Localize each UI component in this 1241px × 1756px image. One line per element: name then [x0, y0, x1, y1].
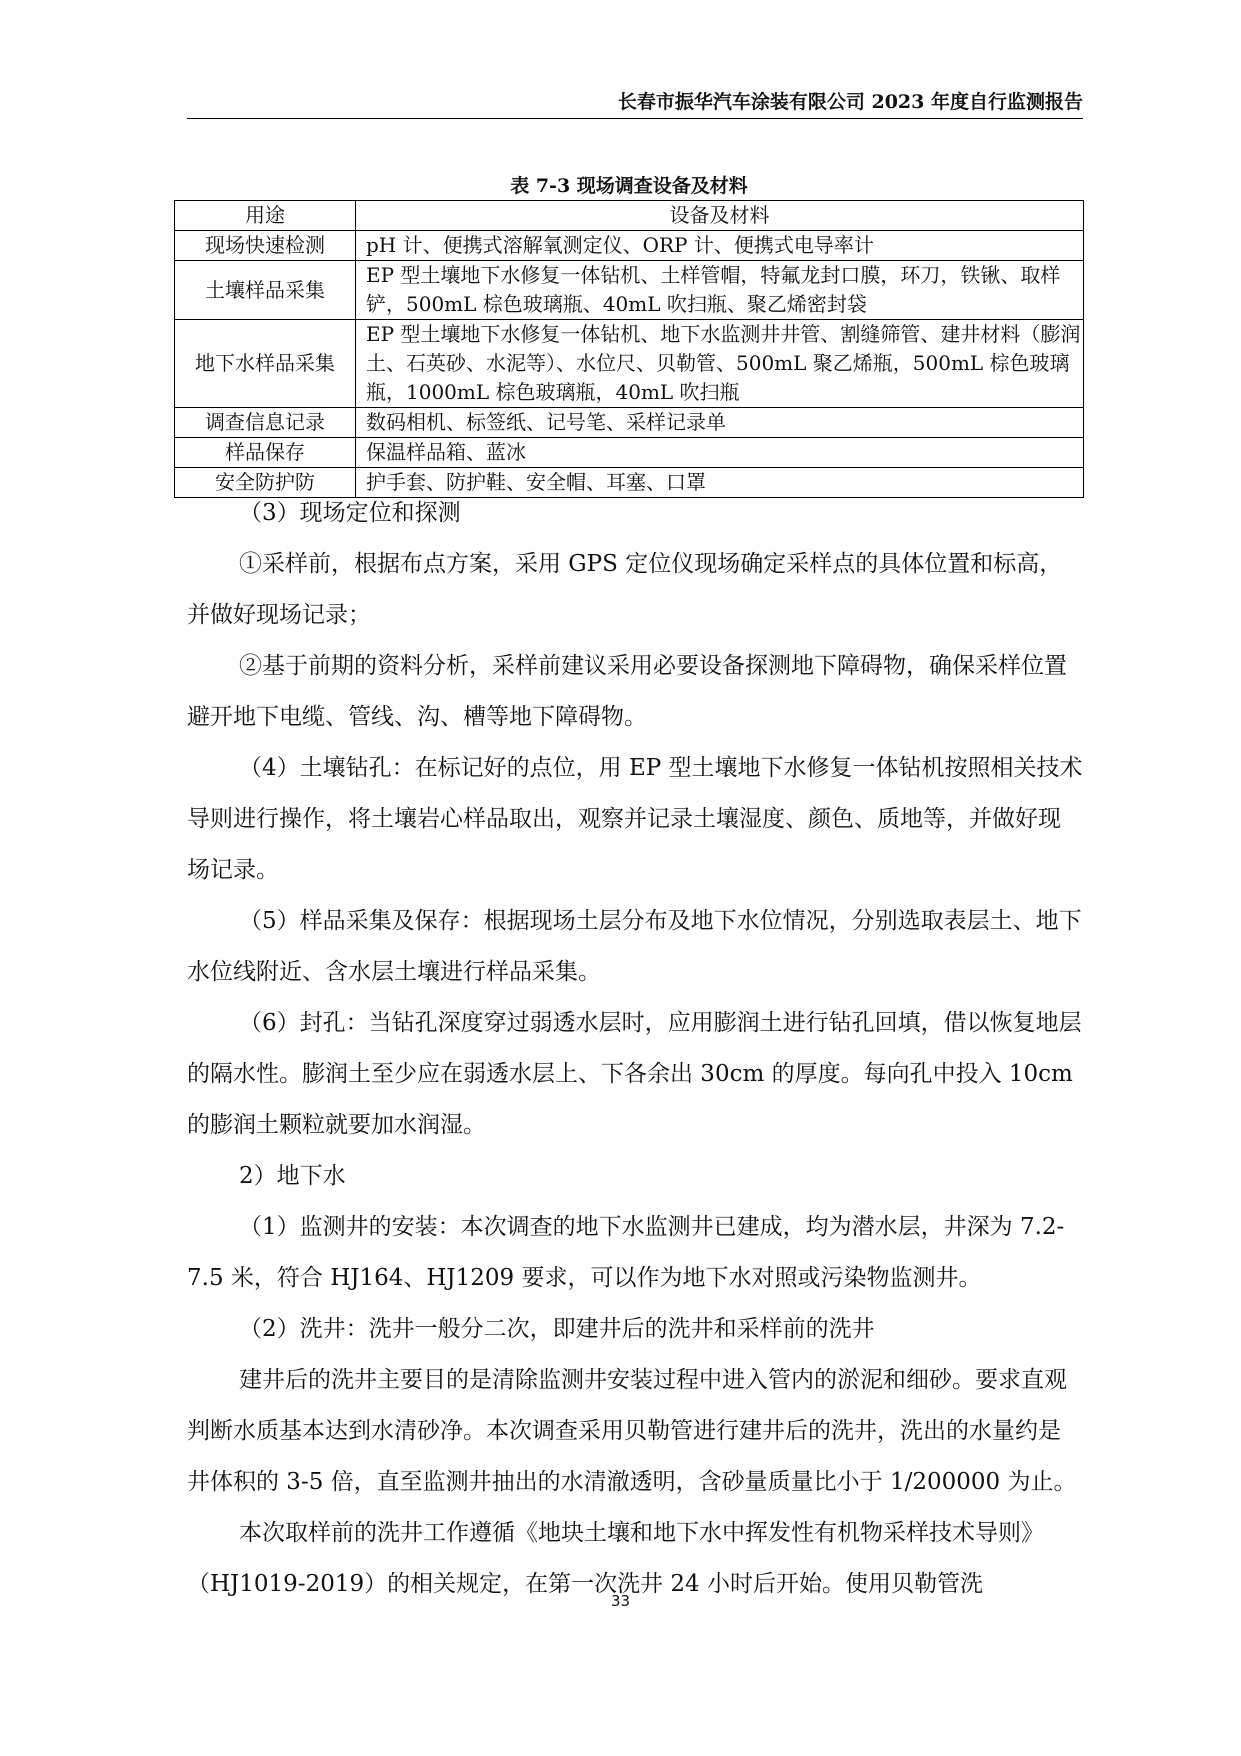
- table-header-row: [175, 201, 1084, 231]
- section-heading-site-positioning: （3）现场定位和探测: [239, 500, 461, 526]
- paragraph: 本次取样前的洗井工作遵循《地块土壤和地下水中挥发性有机物采样技术导则》（HJ1019-2019）的相关规定，在第一次洗井 24 小时后开始。使用贝勒管洗: [187, 1520, 1044, 1597]
- row-use: 土壤样品采集: [175, 261, 356, 320]
- page-header: [187, 88, 1083, 119]
- paragraph: （6）封孔：当钻孔深度穿过弱透水层时，应用膨润土进行钻孔回填，借以恢复地层的隔水性。膨润土至少应在弱透水层上、下各余出 30cm 的厚度。每向孔中投入 10cm 的膨润土颗粒就要加水润湿。: [187, 1010, 1082, 1138]
- equipment-table: [174, 200, 1084, 498]
- paragraph: 建井后的洗井主要目的是清除监测井安装过程中进入管内的淤泥和细砂。要求直观判断水质基本达到水清砂净。本次调查采用贝勒管进行建井后的洗井，洗出的水量约是井体积的 3-5 倍，直至监测井抽出的水清澈透明，含砂量质量比小于 1/200000 为止。: [187, 1367, 1077, 1495]
- table-row: [175, 468, 1084, 498]
- section-heading-groundwater: 2）地下水: [239, 1163, 346, 1189]
- row-items: EP 型土壤地下水修复一体钻机、土样管帽，特氟龙封口膜，环刀，铁锹、取样铲，500mL 棕色玻璃瓶、40mL 吹扫瓶、聚乙烯密封袋: [356, 261, 1084, 320]
- paragraph: （2）洗井：洗井一般分二次，即建井后的洗井和采样前的洗井: [239, 1316, 875, 1342]
- row-items: 保温样品箱、蓝冰: [356, 438, 1084, 468]
- header-title: 长春市振华汽车涂装有限公司 2023 年度自行监测报告: [617, 91, 1083, 113]
- table-row: [175, 408, 1084, 438]
- paragraph: （4）土壤钻孔：在标记好的点位，用 EP 型土壤地下水修复一体钻机按照相关技术导则进行操作，将土壤岩心样品取出，观察并记录土壤湿度、颜色、质地等，并做好现场记录。: [187, 755, 1083, 883]
- row-items: 数码相机、标签纸、记号笔、采样记录单: [356, 408, 1084, 438]
- column-header-use: 用途: [175, 201, 356, 231]
- row-items: EP 型土壤地下水修复一体钻机、地下水监测井井管、割缝筛管、建井材料（膨润土、石英砂、水泥等）、水位尺、贝勒管、500mL 聚乙烯瓶，500mL 棕色玻璃瓶，1000mL 棕色玻璃瓶，40mL 吹扫瓶: [356, 320, 1084, 408]
- column-header-items: 设备及材料: [356, 201, 1084, 231]
- paragraph: ①采样前，根据布点方案，采用 GPS 定位仪现场确定采样点的具体位置和标高，并做好现场记录；: [187, 551, 1063, 628]
- row-items: pH 计、便携式溶解氧测定仪、ORP 计、便携式电导率计: [356, 231, 1084, 261]
- table-row: [175, 438, 1084, 468]
- row-use: 调查信息记录: [175, 408, 356, 438]
- row-use: 地下水样品采集: [175, 320, 356, 408]
- row-use: 现场快速检测: [175, 231, 356, 261]
- paragraph: ②基于前期的资料分析，采样前建议采用必要设备探测地下障碍物，确保采样位置避开地下电缆、管线、沟、槽等地下障碍物。: [187, 653, 1067, 730]
- row-use: 样品保存: [175, 438, 356, 468]
- table-row: [175, 261, 1084, 320]
- row-items: 护手套、防护鞋、安全帽、耳塞、口罩: [356, 468, 1084, 498]
- table-caption: 表 7-3 现场调查设备及材料: [510, 175, 748, 197]
- body-text: [187, 495, 1083, 1610]
- paragraph: （5）样品采集及保存：根据现场土层分布及地下水位情况，分别选取表层土、地下水位线附近、含水层土壤进行样品采集。: [187, 908, 1082, 985]
- page-number: 33: [610, 1592, 631, 1610]
- paragraph: （1）监测井的安装：本次调查的地下水监测井已建成，均为潜水层，井深为 7.2-7.5 米，符合 HJ164、HJ1209 要求，可以作为地下水对照或污染物监测井。: [187, 1214, 1065, 1291]
- row-use: 安全防护防: [175, 468, 356, 498]
- table-row: [175, 231, 1084, 261]
- table-row: [175, 320, 1084, 408]
